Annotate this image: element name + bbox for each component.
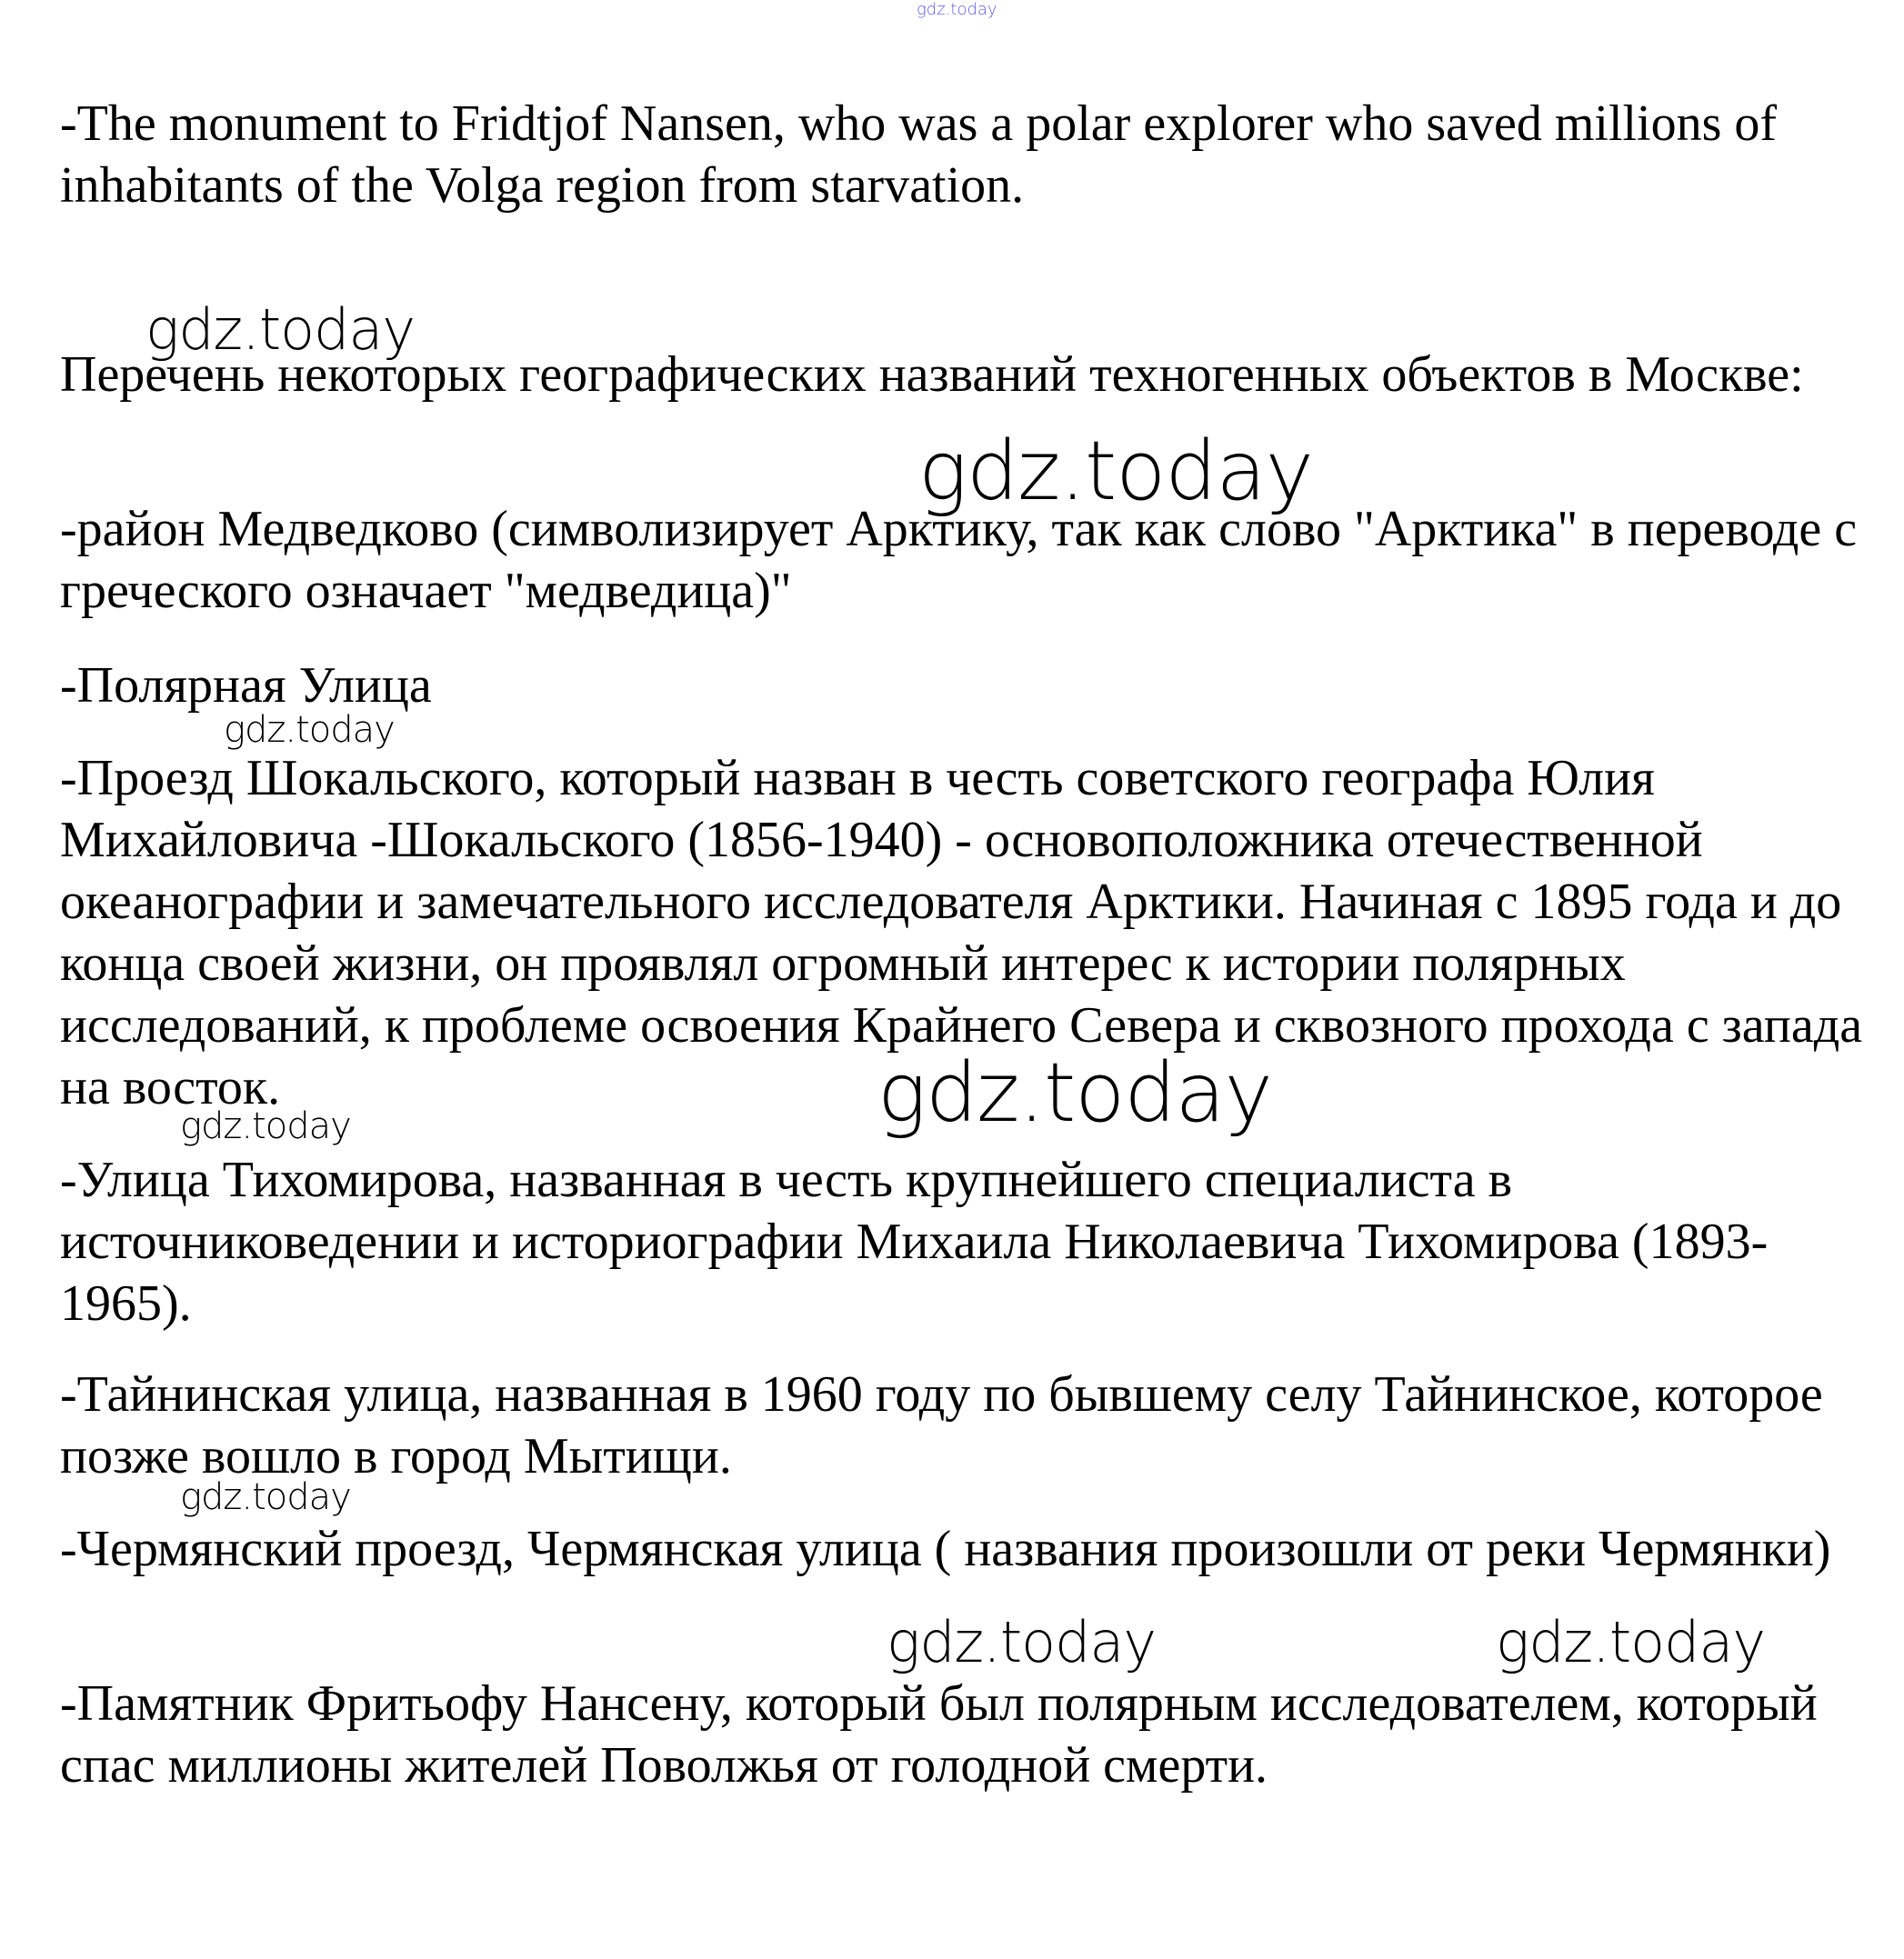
watermark: gdz.today [145,296,416,363]
paragraph-polyarnaya: -Полярная Улица [60,657,432,714]
paragraph-list-heading: Перечень некоторых географических названий техногенных объектов в Москве: [60,346,1804,403]
paragraph-nansen-english: -The monument to Fridtjof Nansen, who was a polar explorer who saved millions of inhabitants of the Volga region from starvation. [60,95,1778,214]
paragraph-chermyansky: -Чермянский проезд, Чермянская улица ( названия произошли от реки Чермянки) [60,1521,1831,1577]
watermark-top: gdz.today [917,0,997,19]
paragraph-tikhomirov: -Улица Тихомирова, названная в честь крупнейшего специалиста в источниковедении и историографии Михаила Николаевича Тихомирова (1893-1965). [60,1152,1769,1332]
watermark-small: gdz.today [180,1476,351,1518]
paragraph-tayninskaya: -Тайнинская улица, названная в 1960 году по бывшему селу Тайнинское, которое позже вошло в город Мытищи. [60,1366,1823,1484]
watermark-small: gdz.today [180,1105,351,1147]
watermark-small: gdz.today [224,709,395,751]
watermark-large: gdz.today [877,1045,1272,1141]
watermark: gdz.today [887,1609,1157,1675]
paragraph-medvedkovo: -район Медведково (символизирует Арктику, так как слово "Арктика" в переводе с греческого означает "медведица)" [60,501,1858,619]
paragraph-shokalsky: -Проезд Шокальского, который назван в честь советского географа Юлия Михайловича -Шокальского (1856-1940) - основоположника отечественной океанографии и замечательного исследователя Арктики. Начиная с 1895 года и до конца своей жизни, он проявлял огромный интерес к истории полярных исследований, к проблеме освоения Крайнего Севера и сквозного прохода с запада на восток. [60,750,1863,1115]
watermark-large: gdz.today [918,424,1313,519]
watermark: gdz.today [1496,1609,1766,1675]
paragraph-nansen-russian: -Памятник Фритьофу Нансену, который был полярным исследователем, который спас миллионы жителей Поволжья от голодной смерти. [60,1675,1818,1794]
